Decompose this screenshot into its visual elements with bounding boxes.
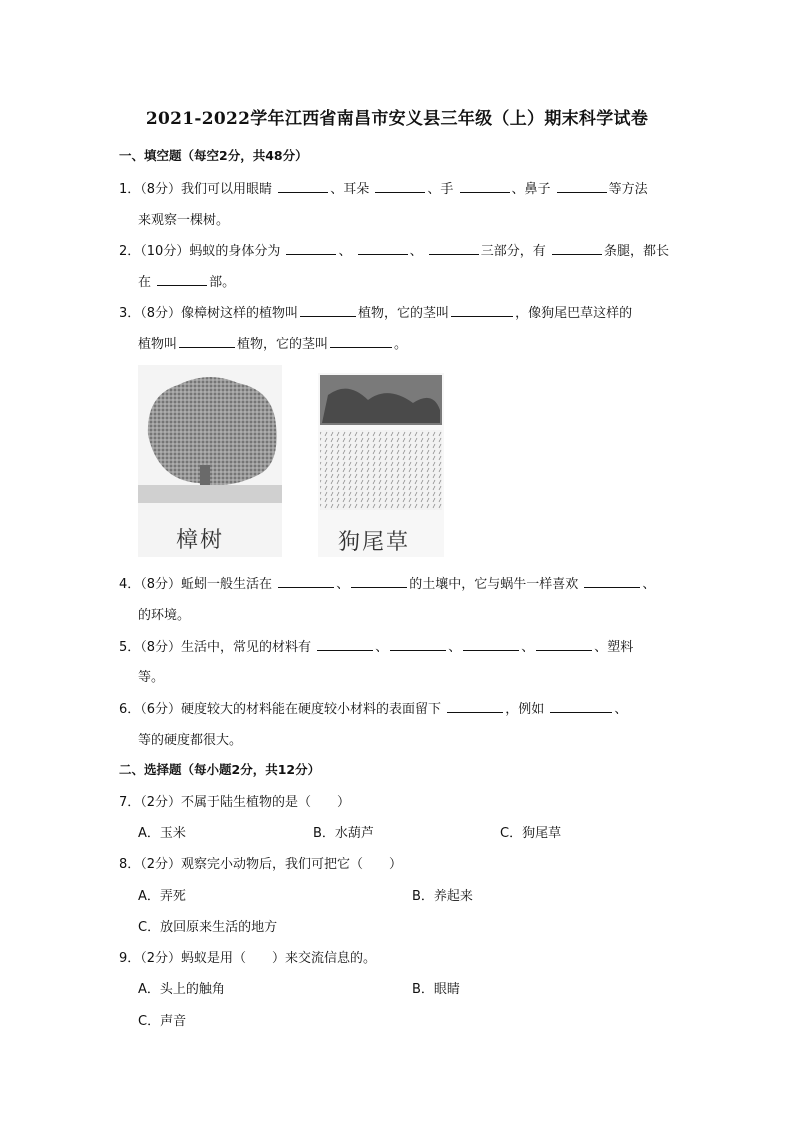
answer-blank[interactable] — [317, 638, 373, 651]
answer-blank[interactable] — [429, 242, 479, 255]
answer-blank[interactable] — [557, 180, 607, 193]
answer-blank[interactable] — [300, 304, 356, 317]
answer-blank[interactable] — [460, 180, 510, 193]
question-9-option-b[interactable]: B．眼睛 — [412, 982, 460, 997]
answer-blank[interactable] — [351, 575, 407, 588]
section-heading-fill-blank: 一、填空题（每空2分，共48分） — [119, 148, 308, 163]
plants-figure — [138, 365, 450, 557]
answer-blank[interactable] — [463, 638, 519, 651]
answer-blank[interactable] — [278, 575, 334, 588]
question-4-continued: 的环境。 — [138, 608, 191, 623]
question-2-continued: 在 部。 — [138, 275, 236, 290]
question-3-continued: 植物叫 植物，它的茎叫 。 — [138, 337, 408, 352]
question-8-option-c[interactable]: C．放回原来生活的地方 — [138, 920, 278, 935]
figure-caption-foxtail: 狗尾草 — [338, 530, 411, 555]
question-6-continued: 等的硬度都很大。 — [138, 733, 243, 748]
answer-blank[interactable] — [584, 575, 640, 588]
question-9-option-c[interactable]: C．声音 — [138, 1014, 187, 1029]
question-4: 4．（8分）蚯蚓一般生活在 、 的土壤中，它与蜗牛一样喜欢 、 — [119, 577, 656, 592]
answer-blank[interactable] — [375, 180, 425, 193]
question-1-continued: 来观察一棵树。 — [138, 213, 230, 228]
figure-caption-camphor: 樟树 — [176, 528, 225, 553]
question-8-option-a[interactable]: A．弄死 — [138, 889, 186, 904]
answer-blank[interactable] — [550, 700, 612, 713]
question-8-option-b[interactable]: B．养起来 — [412, 889, 473, 904]
answer-blank[interactable] — [536, 638, 592, 651]
answer-blank[interactable] — [451, 304, 513, 317]
question-6: 6．（6分）硬度较大的材料能在硬度较小材料的表面留下 ，例如 、 — [119, 702, 628, 717]
question-3: 3．（8分）像樟树这样的植物叫 植物，它的茎叫 ，像狗尾巴草这样的 — [119, 306, 633, 321]
question-8: 8．（2分）观察完小动物后，我们可把它（ ） — [119, 857, 403, 872]
answer-blank[interactable] — [552, 242, 602, 255]
answer-blank[interactable] — [447, 700, 503, 713]
answer-blank[interactable] — [286, 242, 336, 255]
question-1: 1．（8分）我们可以用眼睛 、耳朵 、手 、鼻子 等方法 — [119, 182, 648, 197]
answer-blank[interactable] — [179, 335, 235, 348]
question-7: 7．（2分）不属于陆生植物的是（ ） — [119, 795, 351, 810]
page-title: 2021-2022学年江西省南昌市安义县三年级（上）期末科学试卷 — [145, 109, 649, 129]
answer-blank[interactable] — [358, 242, 408, 255]
answer-blank[interactable] — [278, 180, 328, 193]
question-9: 9．（2分）蚂蚁是用（ ）来交流信息的。 — [119, 951, 377, 966]
question-7-option-c[interactable]: C．狗尾草 — [500, 826, 562, 841]
answer-blank[interactable] — [157, 273, 207, 286]
section-heading-multiple-choice: 二、选择题（每小题2分，共12分） — [119, 762, 321, 777]
question-9-option-a[interactable]: A．头上的触角 — [138, 982, 225, 997]
question-7-option-a[interactable]: A．玉米 — [138, 826, 186, 841]
question-7-option-b[interactable]: B．水葫芦 — [313, 826, 374, 841]
answer-blank[interactable] — [330, 335, 392, 348]
question-5: 5．（8分）生活中，常见的材料有 、 、 、 、塑料 — [119, 640, 634, 655]
question-5-continued: 等。 — [138, 670, 165, 685]
question-2: 2．（10分）蚂蚁的身体分为 、 、 三部分，有 条腿，都长 — [119, 244, 669, 259]
answer-blank[interactable] — [390, 638, 446, 651]
